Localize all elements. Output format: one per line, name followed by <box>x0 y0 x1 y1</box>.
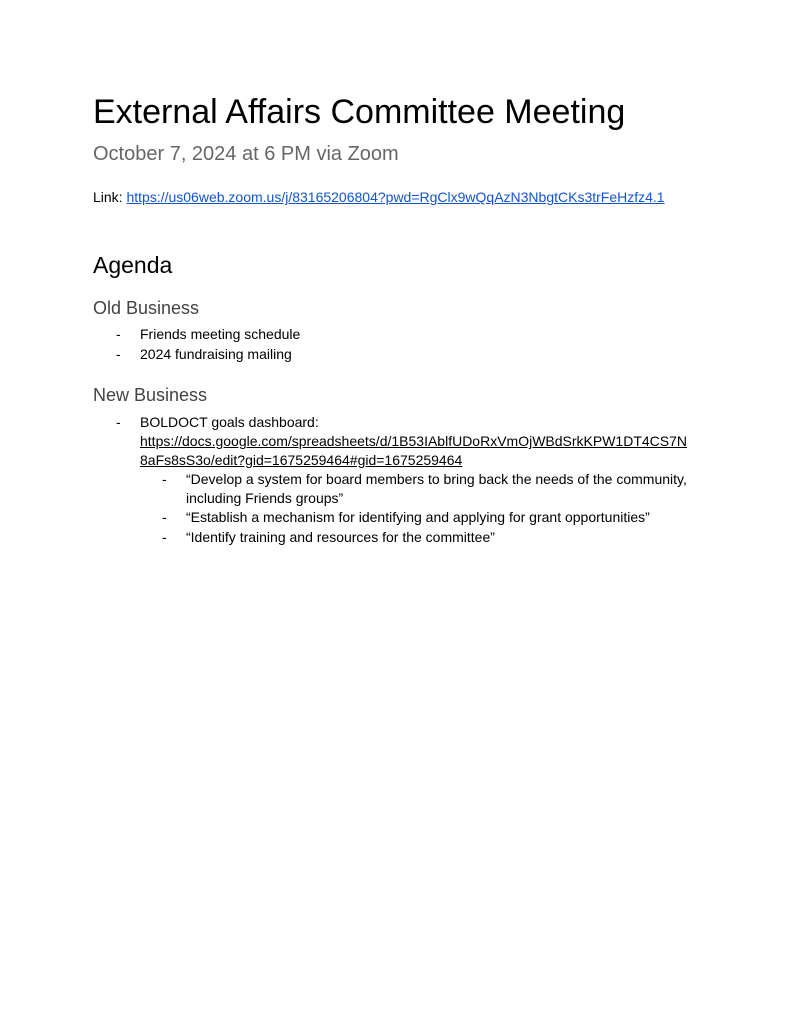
zoom-link[interactable]: https://us06web.zoom.us/j/83165206804?pwd=RgClx9wQqAzN3NbgtCKs3trFeHzfz4.1 <box>126 189 665 205</box>
dashboard-link-continued[interactable]: 8aFs8sS3o/edit?gid=1675259464#gid=1675259464 <box>140 452 463 468</box>
bullet-dash: - <box>162 509 167 525</box>
old-business-heading: Old Business <box>93 298 200 318</box>
document-subtitle: October 7, 2024 at 6 PM via Zoom <box>93 143 399 165</box>
bullet-dash: - <box>116 326 121 342</box>
bullet-dash: - <box>162 529 167 545</box>
agenda-heading: Agenda <box>93 252 173 278</box>
bullet-dash: - <box>116 414 121 430</box>
goal-item: “Identify training and resources for the committee” <box>186 529 495 545</box>
dashboard-link[interactable]: https://docs.google.com/spreadsheets/d/1B53IAblfUDoRxVmOjWBdSrkKPW1DT4CS7N <box>140 433 688 449</box>
goal-item-continued: including Friends groups” <box>186 490 344 506</box>
old-business-item: 2024 fundraising mailing <box>140 346 292 362</box>
old-business-item: Friends meeting schedule <box>140 326 301 342</box>
new-business-item-label: BOLDOCT goals dashboard: <box>140 414 319 430</box>
bullet-dash: - <box>116 346 121 362</box>
bullet-dash: - <box>162 471 167 487</box>
goal-item: “Develop a system for board members to bring back the needs of the community, <box>186 471 687 487</box>
zoom-link-line <box>93 188 665 206</box>
document-title: External Affairs Committee Meeting <box>93 93 626 131</box>
link-label: Link: <box>93 189 127 205</box>
goal-item: “Establish a mechanism for identifying and applying for grant opportunities” <box>186 509 650 525</box>
new-business-heading: New Business <box>93 385 208 405</box>
